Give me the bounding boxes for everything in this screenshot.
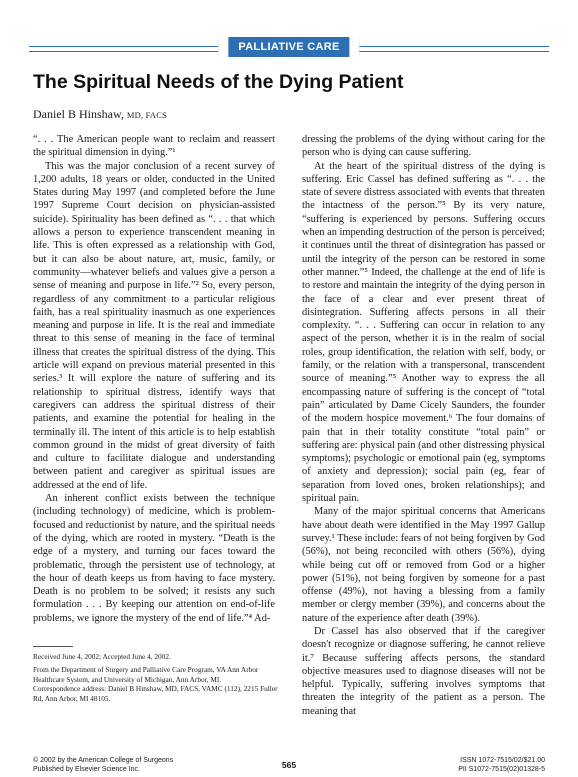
- author-name: Daniel B Hinshaw,: [33, 107, 124, 121]
- paragraph: Dr Cassel has also observed that if the caregiver doesn't recognize or diagnose suffering, he cannot relieve it.⁷ Because suffering affects persons, the standard objective measures used to diagnose diseases will not be helpful. Typically, suffering involves symptoms that threaten the integrity of the patient as a person. The meaning that: [302, 625, 545, 717]
- paragraph: “. . . The American people want to reclaim and reassert the spiritual dimension in dying.”¹: [33, 134, 275, 159]
- publisher: Published by Elsevier Science Inc.: [33, 765, 140, 773]
- author-degrees: MD, FACS: [126, 110, 168, 120]
- correspondence-note: Correspondence address: Daniel B Hinshaw, MD, FACS, VAMC (112), 2215 Fuller Rd, Ann Arbor, MI 48105.: [33, 684, 278, 704]
- paragraph: This was the major conclusion of a recent survey of 1,200 adults, 18 years or older, conducted in the United States during May 1997 (and completed before the June 1997 Supreme Court decision on physician-assisted suicide). Spirituality has been defined as “. . . that which allows a person to experience transcendent meaning in life. This is often expressed as a relationship with God, but it can also be about nature, art, music, family, or community—whatever beliefs and values give a person a sense of meaning and purpose in life.”² So, every person, regardless of any commitment to a particular religious faith, has a real spirituality inasmuch as one experiences meaning and purpose in life. It is the real and immediate threat to this sense of meaning in the face of terminal illness that creates the spiritual distress of the dying. This article will expand on previous material presented in this series.³ It will explore the nature of suffering and its relationship to spiritual distress, identify ways that caregivers can address the spiritual distress of their patients, and examine the potential for healing in the terminally ill. The intent of this article is to help establish common ground in the midst of great diversity of faith and culture to facilitate dialogue and understanding between patient and caregiver as spiritual issues are addressed at the end of life.: [33, 160, 275, 491]
- paragraph: An inherent conflict exists between the technique (including technology) of medicine, which is problem-focused and reductionist by nature, and the spiritual needs of the dying, which are rooted in mystery. “Death is the edge of a mystery, and turning our faces toward the problematic, through the persistent use of technology, at the hour of death keeps us from having to face mystery. Death is no problem to be solved; it resists any such formulation . . . By keeping our attention on end-of-life problems, we ignore the mystery of the end of life.”⁴ Ad-: [33, 493, 275, 624]
- affiliation-note: From the Department of Surgery and Palliative Care Program, VA Ann Arbor Healthcare System, and University of Michigan, Ann Arbor, MI.: [33, 664, 259, 684]
- page-number: 565: [281, 760, 297, 770]
- section-header: [29, 37, 549, 57]
- paragraph: dressing the problems of the dying without caring for the person who is dying can cause suffering.: [302, 134, 545, 159]
- issn: ISSN 1072-7515/02/$21.00: [460, 757, 545, 764]
- author-line: [33, 107, 167, 123]
- paragraph: Many of the major spiritual concerns that Americans have about death were identified in the May 1997 Gallup survey.¹ These include: fears of not being forgiven by God (56%), not being reconciled with others (56%), dying while being cut off or removed from God or a higher power (51%), not being forgiven by someone for a past offense (49%), not having a blessing from a family member or clergy member (39%), and concerns about the nature of the experience after death (39%).: [302, 506, 545, 624]
- article-title: The Spiritual Needs of the Dying Patient: [33, 71, 404, 93]
- footer-right: [458, 757, 545, 774]
- body-column-left: [33, 133, 275, 641]
- notes-divider: [33, 646, 73, 647]
- received-note: Received June 4, 2002; Accepted June 4, 2002.: [33, 652, 171, 661]
- paragraph: At the heart of the spiritual distress of the dying is suffering. Eric Cassel has defined suffering as “. . . the state of severe distress associated with events that threaten the intactness of the person.”⁵ By its very nature, “suffering is experienced by persons. Suffering occurs when an impending destruction of the person is perceived; it continues until the threat of disintegration has passed or until the integrity of the person can be restored in some other manner.”⁵ Indeed, the challenge at the end of life is to restore and maintain the integrity of the dying person in the face of a clear and ever present threat of disintegration. Suffering affects persons in all their complexity. “. . . Suffering can occur in relation to any aspect of the person, whether it is in the realm of social roles, group identification, the relation with self, body, or family, or the relation with a transpersonal, transcendent source of meaning.”⁵ Another way to express the all encompassing nature of suffering is the concept of “total pain” articulated by Dame Cicely Saunders, the founder of the modern hospice movement.⁶ The four domains of pain that in their totality constitute “total pain” or suffering are: physical pain (and other distressing physical symptoms); psychologic or emotional pain (eg, symptoms of anxiety and depression); social pain (eg, fear of separation from loved ones, broken relationships); and spiritual pain.: [302, 160, 545, 505]
- article-notes: [33, 652, 280, 704]
- copyright: © 2002 by the American College of Surgeons: [33, 757, 174, 764]
- pii: PII S1072-7515(02)01328-5: [458, 765, 545, 773]
- section-label: PALLIATIVE CARE: [218, 37, 359, 57]
- body-column-right: [302, 133, 545, 755]
